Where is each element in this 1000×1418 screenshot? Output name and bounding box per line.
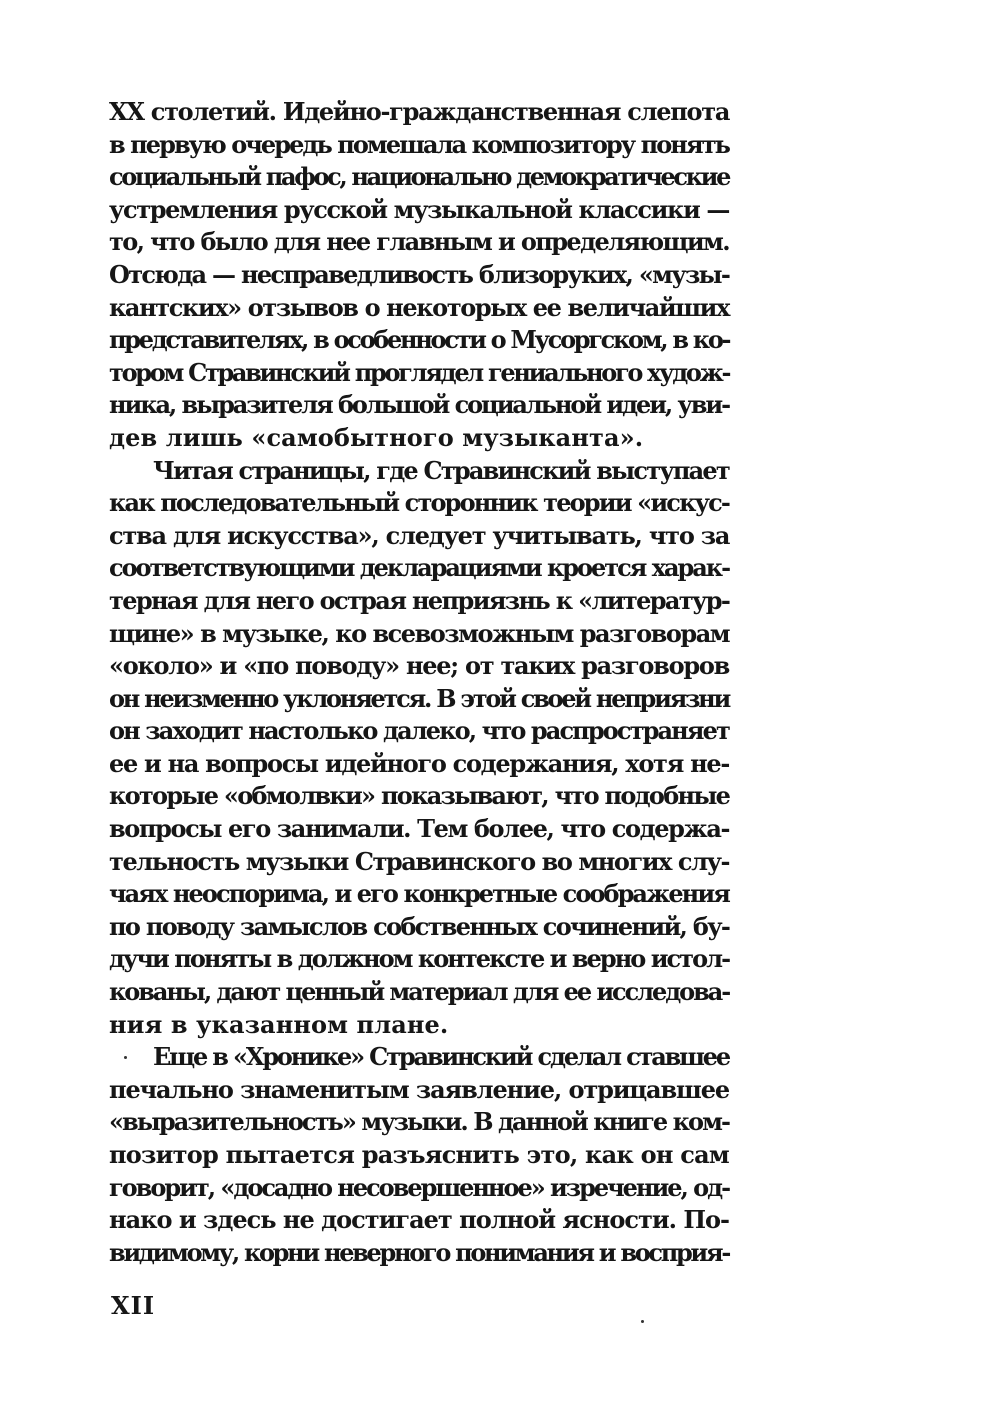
text-line: печально знаменитым заявление, отрицавшее	[109, 1074, 729, 1104]
text-line: тором Стравинский проглядел гениального худож-	[109, 357, 730, 387]
text-line: XX столетий. Идейно-гражданственная слепота	[109, 97, 730, 126]
text-line: ее и на вопросы идейного содержания, хотя не-	[109, 748, 729, 778]
text-line: ния в указанном плане.	[109, 1009, 449, 1039]
text-line: то, что было для нее главным и определяющим.	[109, 227, 729, 257]
paragraph-3	[109, 1041, 729, 1269]
scan-speck	[124, 1056, 127, 1059]
text-line: «выразительность» музыки. В данной книге ком-	[109, 1107, 730, 1137]
text-line: видимому, корни неверного понимания и восприя-	[109, 1237, 729, 1267]
text-line: ства для искусства», следует учитывать, что за	[109, 520, 730, 550]
body-text	[109, 96, 729, 1269]
text-line: как последовательный сторонник теории «искус-	[109, 488, 729, 518]
text-line: ника, выразителя большой социальной идеи, уви-	[109, 390, 729, 420]
text-line: Отсюда — несправедливость близоруких, «музы-	[109, 259, 730, 289]
text-line: тельность музыки Стравинского во многих слу-	[109, 846, 730, 876]
text-line: говорит, «досадно несовершенное» изречение, од-	[109, 1172, 730, 1202]
page-number: XII	[111, 1291, 156, 1320]
text-line: он неизменно уклоняется. В этой своей неприязни	[109, 683, 729, 713]
text-line: позитор пытается разъяснить это, как он сам	[109, 1140, 729, 1169]
text-line: устремления русской музыкальной классики —	[109, 194, 730, 224]
text-line: Читая страницы, где Стравинский выступает	[153, 455, 729, 485]
text-line: «около» и «по поводу» нее; от таких разговоров	[109, 651, 730, 681]
text-line: которые «обмолвки» показывают, что подобные	[109, 781, 730, 811]
text-line: представителях, в особенности о Мусоргском, в ко-	[109, 325, 730, 355]
text-line: кованы, дают ценный материал для ее исследова-	[109, 977, 730, 1007]
text-line: социальный пафос, национально демократические	[109, 162, 729, 192]
text-line: чаях неоспорима, и его конкретные соображения	[109, 879, 729, 909]
text-line: дев лишь «самобытного музыканта».	[109, 422, 644, 452]
text-line: по поводу замыслов собственных сочинений, бу-	[109, 911, 730, 941]
paragraph-1	[109, 96, 729, 455]
text-line: Еще в «Хронике» Стравинский сделал ставшее	[153, 1042, 729, 1072]
text-line: терная для него острая неприязнь к «литератур-	[109, 585, 730, 615]
text-line: дучи поняты в должном контексте и верно истол-	[109, 944, 730, 974]
text-line: в первую очередь помешала композитору понять	[109, 129, 729, 159]
text-line: щине» в музыке, ко всевозможным разговорам	[109, 618, 730, 648]
text-line: соответствующими декларациями кроется харак-	[109, 553, 730, 583]
text-line: вопросы его занимали. Тем более, что содержа-	[109, 814, 730, 844]
text-line: кантских» отзывов о некоторых ее величайших	[109, 292, 729, 322]
scan-speck	[641, 1320, 644, 1323]
text-line: он заходит настолько далеко, что распространяет	[109, 716, 729, 746]
text-line: нако и здесь не достигает полной ясности. По-	[109, 1205, 729, 1235]
paragraph-2	[109, 455, 729, 1042]
